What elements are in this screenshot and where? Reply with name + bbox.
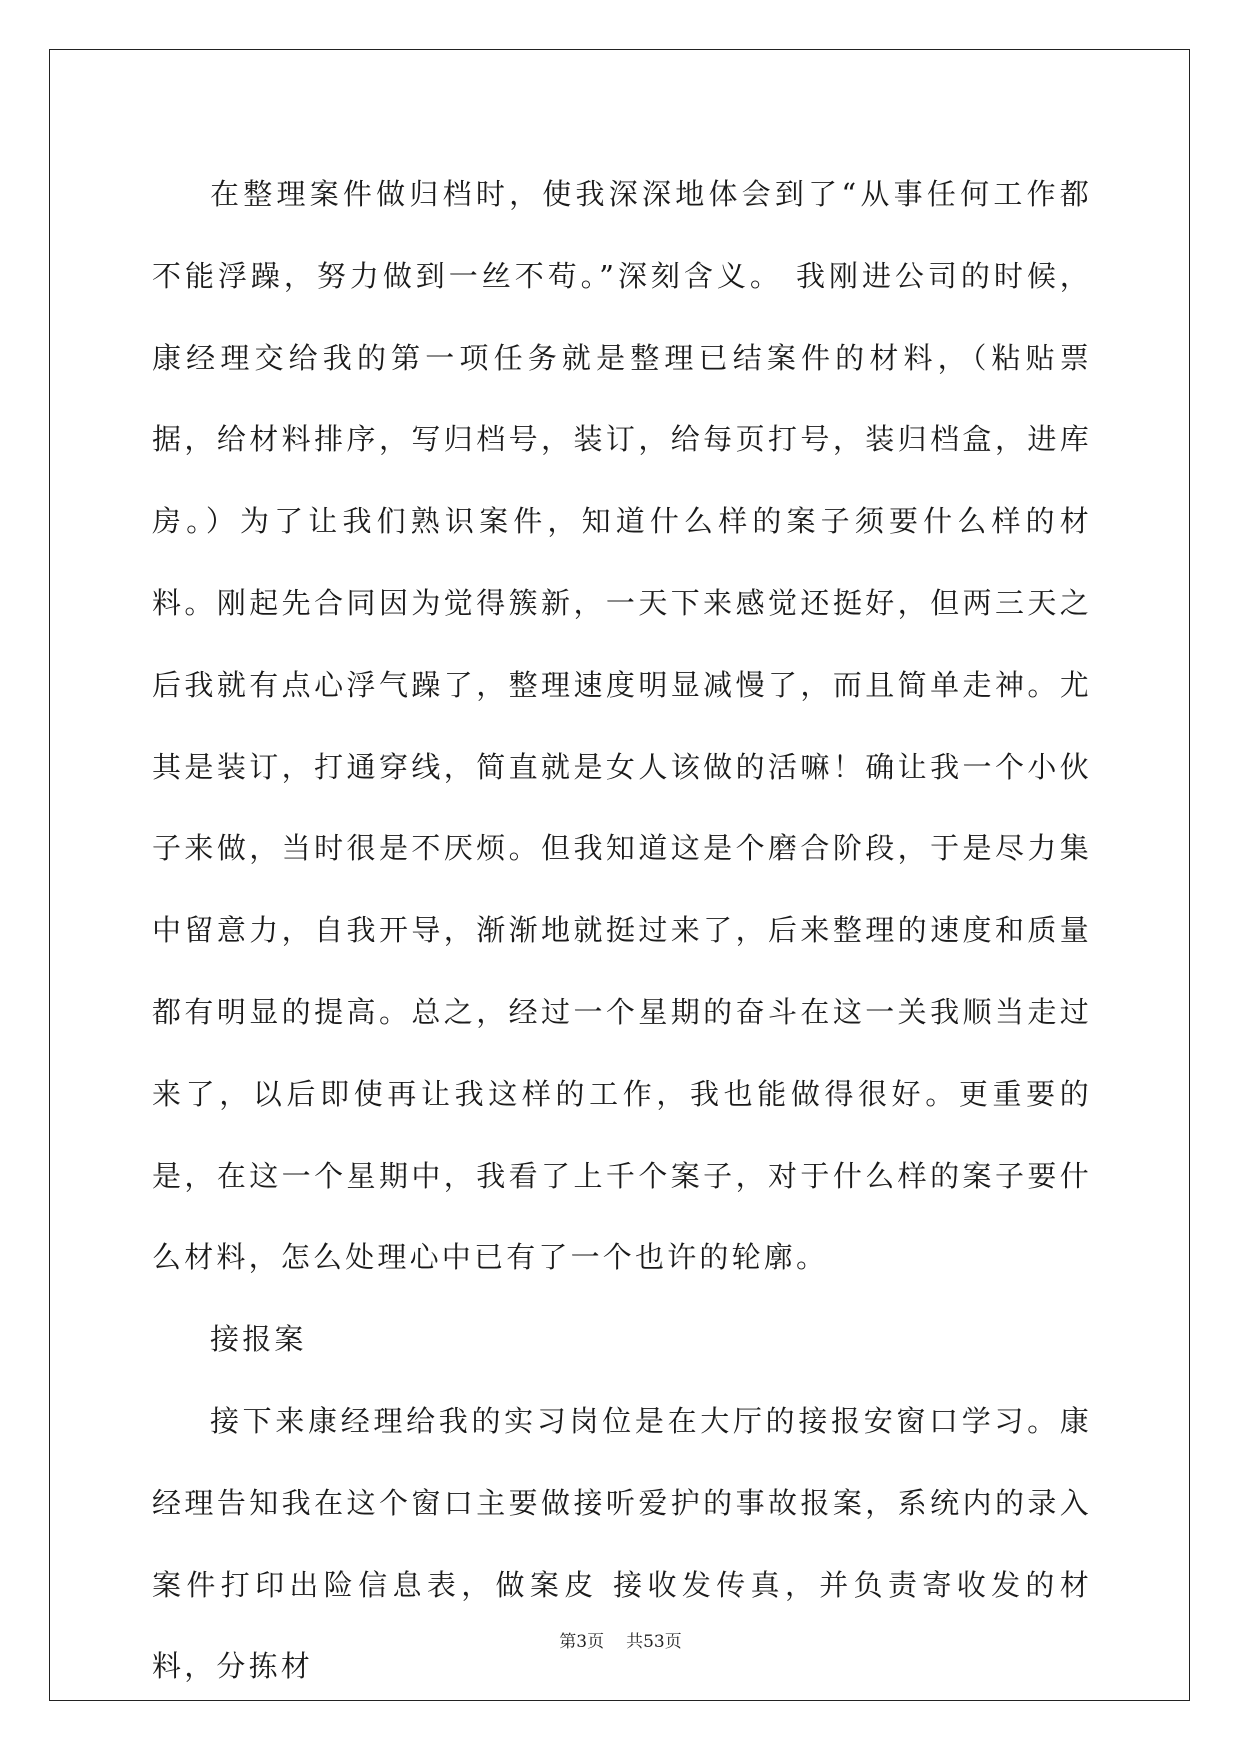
page-total: 共53页 — [626, 1632, 682, 1652]
document-body — [152, 154, 1092, 1708]
paragraph-report-window: 接下来康经理给我的实习岗位是在大厅的接报安窗口学习。康经理告知我在这个窗口主要做接听爱护的事故报案，系统内的录入案件打印出险信息表，做案皮 接收发传真，并负责寄收发的材料，分拣材 — [152, 1403, 1092, 1684]
page-footer — [0, 1627, 1241, 1652]
page-number: 第3页 — [559, 1632, 605, 1652]
section-heading-report-intake: 接报案 — [210, 1322, 307, 1357]
paragraph-archiving: 在整理案件做归档时，使我深深地体会到了“从事任何工作都不能浮躁，努力做到一丝不苟。”深刻含义。 我刚进公司的时候，康经理交给我的第一项任务就是整理已结案件的材料，（粘贴票据，给材料排序，写归档号，装订，给每页打号，装归档盒，进库房。）为了让我们熟识案件，知道什么样的案子须要什么样的材料。刚起先合同因为觉得簇新，一天下来感觉还挺好，但两三天之后我就有点心浮气躁了，整理速度明显减慢了，而且简单走神。尤其是装订，打通穿线，简直就是女人该做的活嘛！确让我一个小伙子来做，当时很是不厌烦。但我知道这是个磨合阶段，于是尽力集中留意力，自我开导，渐渐地就挺过来了，后来整理的速度和质量都有明显的提高。总之，经过一个星期的奋斗在这一关我顺当走过来了，以后即使再让我这样的工作，我也能做得很好。更重要的是，在这一个星期中，我看了上千个案子，对于什么样的案子要什么材料，怎么处理心中已有了一个也许的轮廓。 — [152, 177, 1092, 1275]
